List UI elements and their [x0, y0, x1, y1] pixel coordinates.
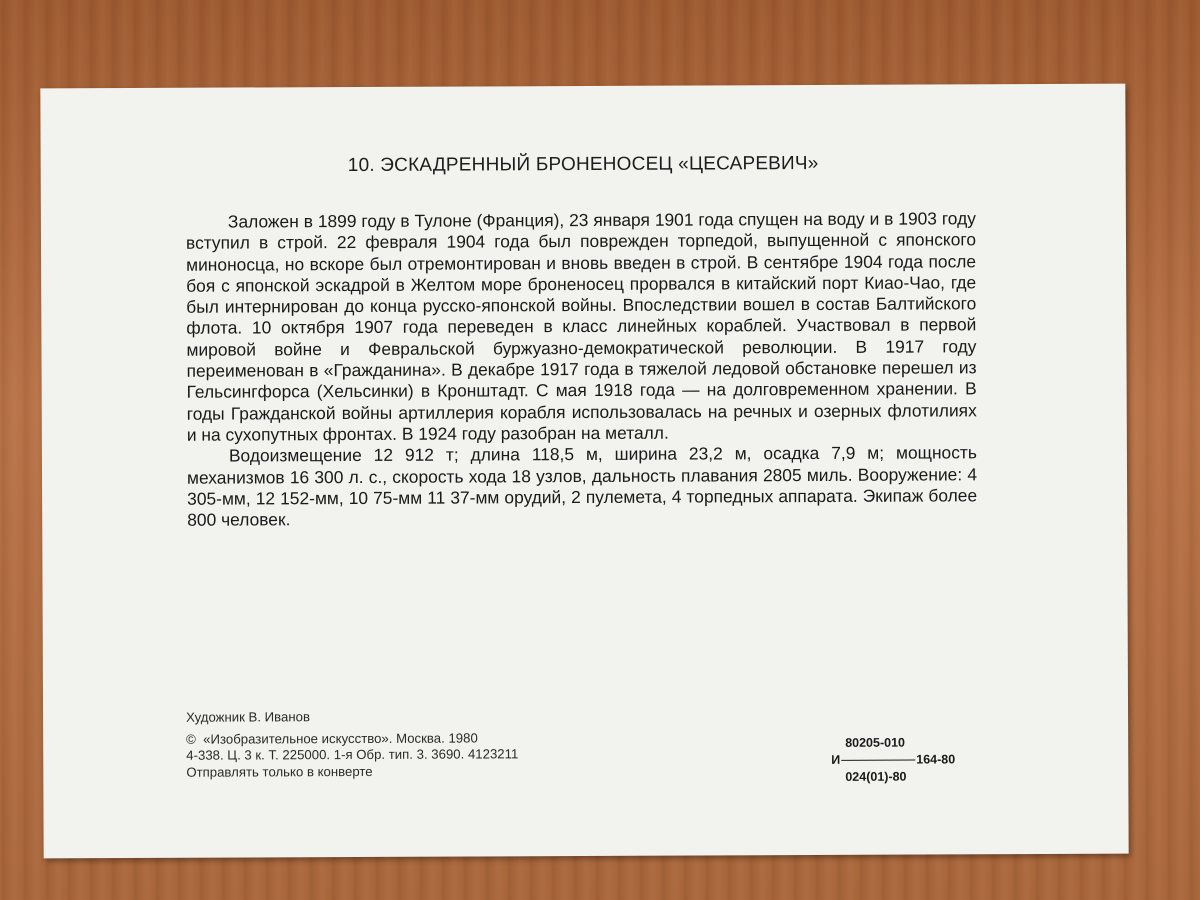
catalog-code-bottom: 024(01)-80 [845, 769, 907, 784]
postcard-back [40, 84, 1128, 859]
catalog-code-suffix: 164-80 [916, 752, 956, 767]
imprint-block [186, 708, 518, 780]
history-paragraph: Заложен в 1899 году в Тулоне (Франция), 23 января 1901 года спущен на воду и в 1903 году вступил в строй. 22 февраля 1904 года был поврежден торпедой, выпущенной с японского миноносца, но вскоре был отремонтирован и вновь введен в строй. В сентябре 1904 года после боя с японской эскадрой в Желтом море броненосец прорвался в китайский порт Киао-Чао, где был интернирован до конца русско-японской войны. Впоследствии вошел в состав Балтийского флота. 10 октября 1907 года переведен в класс линейных кораблей. Участвовал в первой мировой войне и Февральской буржуазно-демократической революции. В 1917 году переименован в «Гражданина». В декабре 1917 года в тяжелой ледовой обстановке перешел из Гельсингфорса (Хельсинки) в Кронштадт. С мая 1918 года — на долговременном хранении. В годы Гражданской войны артиллерия корабля использовалась на речных и озерных флотилиях и на сухопутных фронтах. В 1924 году разобран на металл. [185, 208, 977, 445]
fraction-line [841, 760, 915, 761]
specs-paragraph: Водоизмещение 12 912 т; длина 118,5 м, ширина 23,2 м, осадка 7,9 м; мощность механизмов 16 300 л. с., скорость хода 18 узлов, дальность плавания 2805 миль. Вооружение: 4 305-мм, 12 152-мм, 10 75-мм 11 37-мм орудий, 2 пулемета, 4 торпедных аппарата. Экипаж более 800 человек. [186, 442, 978, 530]
publisher-text: «Изобразительное искусство». Москва. 1980 [203, 729, 478, 747]
catalog-code-letter: И [831, 752, 841, 767]
mailing-note: Отправлять только в конверте [186, 763, 373, 780]
card-title: 10. ЭСКАДРЕННЫЙ БРОНЕНОСЕЦ «ЦЕСАРЕВИЧ» [347, 152, 819, 177]
print-info: 4-338. Ц. 3 к. Т. 225000. 1-я Обр. тип. 3. 3690. 4123211 [186, 746, 519, 763]
catalog-code-middle [831, 751, 955, 769]
catalog-code [831, 734, 955, 786]
catalog-code-top: 80205-010 [845, 735, 905, 750]
copyright-icon: © [186, 731, 196, 747]
description-text [186, 208, 977, 531]
publisher-line [186, 730, 518, 748]
artist-credit: Художник В. Иванов [186, 709, 310, 725]
